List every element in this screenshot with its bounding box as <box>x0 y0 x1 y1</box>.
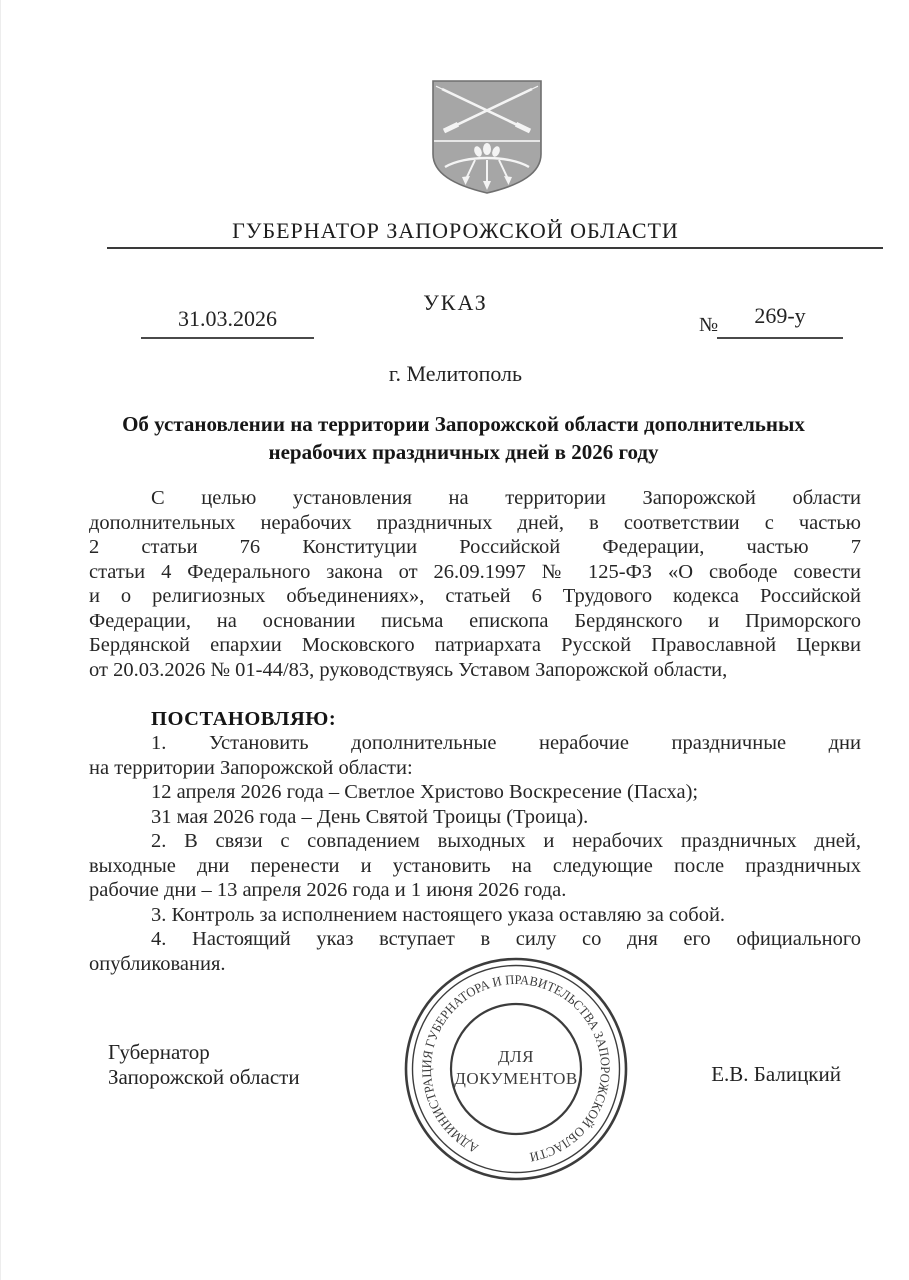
document-type: УКАЗ <box>423 290 488 315</box>
signature-position <box>108 1040 300 1089</box>
body-line: 3. Контроль за исполнением настоящего указа оставляю за собой. <box>151 903 726 926</box>
number-sign: № <box>699 314 719 336</box>
document-number: 269-у <box>754 303 806 328</box>
body-line: 4. Настоящий указ вступает в силу со дня его официального <box>151 928 861 950</box>
decree-body <box>89 486 861 976</box>
stamp-center-text: ДОКУМЕНТОВ <box>454 1069 578 1088</box>
body-line: дополнительных нерабочих праздничных дней, в соответствии с частью <box>89 511 861 534</box>
official-stamp-seal <box>403 956 629 1182</box>
body-line: и о религиозных объединениях», статьей 6 Трудового кодекса Российской <box>89 585 861 607</box>
body-spacer <box>89 682 861 707</box>
decree-title-line: нерабочих праздничных дней в 2026 году <box>268 440 659 464</box>
body-line: опубликования. <box>89 952 226 975</box>
signature-name: Е.В. Балицкий <box>711 1062 841 1086</box>
date-underline <box>141 337 314 339</box>
signature-position-line: Запорожской области <box>108 1064 300 1089</box>
decree-title <box>71 410 856 466</box>
stamp-ring-text: АДМИНИСТРАЦИЯ ГУБЕРНАТОРА И ПРАВИТЕЛЬСТВА ЗАПОРОЖСКОЙ ОБЛАСТИ <box>418 971 614 1165</box>
body-line: 31 мая 2026 года – День Святой Троицы (Троица). <box>151 805 589 828</box>
body-line: рабочие дни – 13 апреля 2026 года и 1 июня 2026 года. <box>89 879 567 901</box>
body-line: 1. Установить дополнительные нерабочие праздничные дни <box>151 732 861 754</box>
document-date: 31.03.2026 <box>178 306 277 331</box>
letterhead-divider <box>107 247 883 249</box>
body-line: статьи 4 Федерального закона от 26.09.1997 № 125-ФЗ «О свободе совести <box>89 560 861 583</box>
decree-title-line: Об установлении на территории Запорожской области дополнительных <box>122 412 805 436</box>
body-line: Бердянской епархии Московского патриархата Русской Православной Церкви <box>89 634 861 656</box>
number-underline <box>717 337 843 339</box>
body-line: на территории Запорожской области: <box>89 756 413 779</box>
body-line: ПОСТАНОВЛЯЮ: <box>151 707 337 730</box>
city-line: г. Мелитополь <box>388 361 523 386</box>
body-line: 12 апреля 2026 года – Светлое Христово Воскресение (Пасха); <box>151 781 699 803</box>
body-line: С целью установления на территории Запорожской области <box>151 487 861 509</box>
coat-of-arms-icon <box>429 78 545 196</box>
signature-position-line: Губернатор <box>108 1040 210 1064</box>
body-line: от 20.03.2026 № 01-44/83, руководствуясь Уставом Запорожской области, <box>89 658 728 681</box>
body-line: 2 статьи 76 Конституции Российской Федерации, частью 7 <box>89 536 861 558</box>
stamp-center-text: ДЛЯ <box>498 1047 534 1066</box>
body-line: Федерации, на основании письма епископа Бердянского и Приморского <box>89 609 861 632</box>
body-line: 2. В связи с совпадением выходных и нерабочих праздничных дней, <box>151 830 861 852</box>
body-line: выходные дни перенести и установить на следующие после праздничных <box>89 854 861 877</box>
authority-title: ГУБЕРНАТОР ЗАПОРОЖСКОЙ ОБЛАСТИ <box>232 218 679 243</box>
